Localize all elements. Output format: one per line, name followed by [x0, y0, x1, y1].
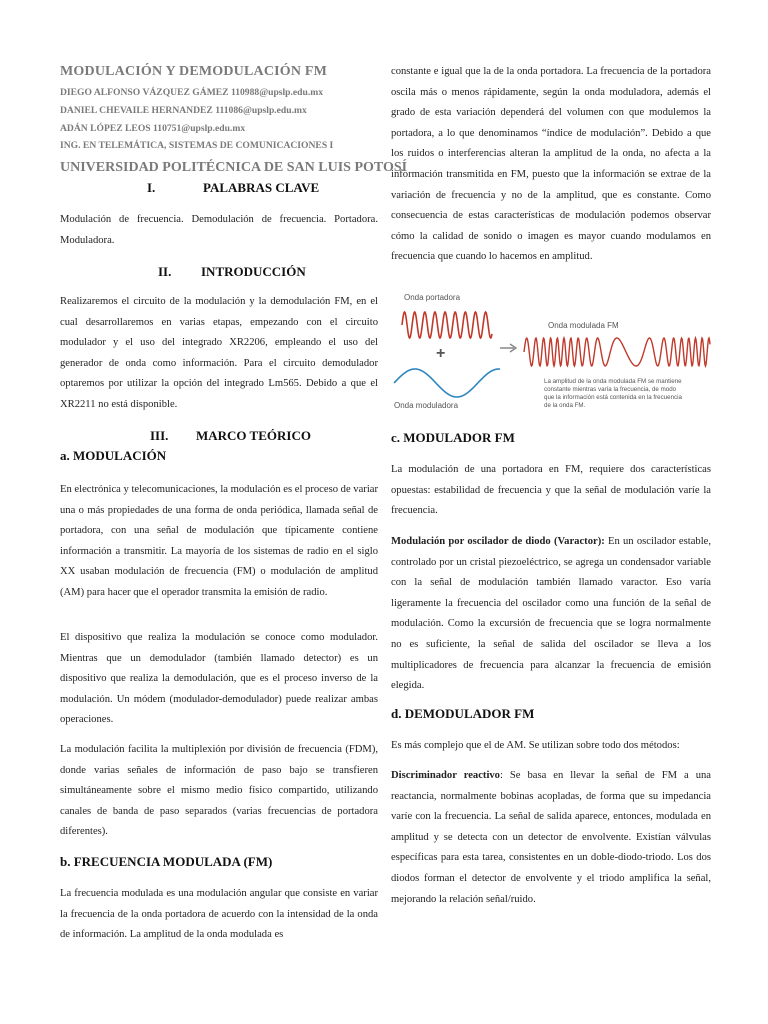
section-title: PALABRAS CLAVE: [203, 180, 320, 195]
fm-demodulator-paragraph-2: [391, 766, 711, 910]
fm-demodulator-paragraph-1: Es más complejo que el de AM. Se utilizan sobre todo dos métodos:: [391, 740, 680, 751]
section-title: MARCO TEÓRICO: [196, 428, 311, 443]
fm-paragraph-continued: constante e igual que la de la onda portadora. La frecuencia de la portadora oscila más o menos rápidamente, según la onda moduladora, además el grado de esta variación dependerá del volumen con que modulemos la portadora, a lo que denominamos “índice de modulación”. Debido a que los ruidos o interferencias alteran la amplitud de la onda, no afecta a la información transmitida en FM, puesto que la información se extrae de la variación de frecuencia y no de la amplitud, que es constante. Como consecuencia de estas características de modulación podemos observar cómo la calidad de sonido o imagen es mayor cuando modulamos en frecuencia que cuando lo hacemos en amplitud.: [391, 66, 711, 263]
keywords-paragraph: Modulación de frecuencia. Demodulación de frecuencia. Portadora. Moduladora.: [60, 214, 378, 246]
carrier-wave-label: Onda portadora: [404, 293, 461, 302]
intro-paragraph: Realizaremos el circuito de la modulación y la demodulación FM, en el cual desarrollaremos en varias etapas, empezando con el circuito modulador y el uso del integrado XR2206, empleando el uso del generador de onda como información. Para el circuito demodulador optaremos por utilizar la opción del integrado Lm565. Debido a que el XR2211 no está disponible.: [60, 296, 378, 410]
figure-caption-line-1: La amplitud de la onda modulada FM se mantiene: [544, 378, 682, 385]
section-heading-keywords: [147, 180, 319, 196]
fm-paragraph-1: La frecuencia modulada es una modulación angular que consiste en variar la frecuencia de la onda portadora de acuerdo con la intensidad de la onda de información. La amplitud de la onda modulada es: [60, 888, 378, 941]
paper-title: MODULACIÓN Y DEMODULACIÓN FM: [60, 64, 328, 79]
author-line-4: ING. EN TELEMÁTICA, SISTEMAS DE COMUNICACIONES I: [60, 140, 334, 151]
fm-modulation-figure: [392, 290, 716, 418]
varactor-term: Modulación por oscilador de diodo (Varactor):: [391, 536, 605, 547]
section-number: I.: [147, 180, 156, 195]
fm-modulator-paragraph-2: [391, 532, 711, 697]
subsection-heading-fm-modulator: c. MODULADOR FM: [391, 430, 515, 445]
author-line-2: DANIEL CHEVAILE HERNANDEZ 111086@upslp.edu.mx: [60, 105, 307, 116]
modulation-paragraph-1: En electrónica y telecomunicaciones, la modulación es el proceso de variar una o más propiedades de una forma de onda periódica, llamada señal de portadora, con una señal de modulación que típicamente contiene información a transmitir. La mayoría de los sistemas de radio en el siglo XX usaban modulación de frecuencia (FM) o modulación de amplitud (AM) para hacer que el operador transmita la emisión de radio.: [60, 484, 378, 598]
section-title: INTRODUCCIÓN: [201, 264, 306, 279]
section-number: III.: [150, 428, 169, 443]
university-name: UNIVERSIDAD POLITÉCNICA DE SAN LUIS POTOSÍ: [60, 160, 408, 175]
arrow-right-icon: [500, 344, 516, 352]
section-number: II.: [158, 264, 172, 279]
fm-modulator-paragraph-1: La modulación de una portadora en FM, requiere dos características opuestas: estabilidad de frecuencia y que la señal de modulación varíe la frecuencia.: [391, 464, 711, 517]
varactor-text: En un oscilador estable, controlado por un cristal piezoeléctrico, se agrega un condensador variable con la señal de modulación también llamado varactor. Eso varía ligeramente la frecuencia del oscilador como una función de la señal de modulación. Como la excursión de frecuencia que se logra normalmente no es suficiente, la señal de salida del oscilador se lleva a los multiplicadores de frecuencia para alcanzar la frecuencia de emisión elegida.: [391, 536, 711, 692]
author-line-3: ADÁN LÓPEZ LEOS 110751@upslp.edu.mx: [60, 123, 246, 134]
figure-caption-line-3: que la información está contenida en la frecuencia: [544, 394, 682, 401]
figure-caption-line-4: de la onda FM.: [544, 402, 586, 409]
modulation-paragraph-3: La modulación facilita la multiplexión por división de frecuencia (FDM), donde varias señales de información de paso bajo se transfieren simultáneamente sobre el mismo medio físico compartido, utilizando canales de banda de paso separados (varias frecuencias de portadora diferentes).: [60, 744, 378, 838]
section-heading-intro: [158, 264, 306, 280]
discriminator-text: : Se basa en llevar la señal de FM a una reactancia, normalmente bobinas acopladas, de forma que su impedancia varíe con la frecuencia. La señal de salida aparece, entonces, modulada en amplitud y se detecta con un detector de envolvente. Existían válvulas específicas para esta tarea, consistentes en un doble-diodo-triodo. Los dos diodos forman el detector de envolvente y el triodo amplifica la señal, mejorando la relación señal/ruido.: [391, 770, 711, 905]
modulation-paragraph-2: El dispositivo que realiza la modulación se conoce como modulador. Mientras que un demodulador (también llamado detector) es un dispositivo que realiza la demodulación, que es el proceso inverso de la modulación. Un módem (modulador-demodulador) puede realizar ambas operaciones.: [60, 632, 378, 726]
modulating-wave: [394, 369, 500, 397]
section-heading-theory: [150, 428, 311, 444]
modulating-wave-label: Onda moduladora: [394, 401, 459, 410]
fm-modulated-wave: [524, 338, 710, 366]
subsection-heading-fm-demodulator: d. DEMODULADOR FM: [391, 706, 535, 721]
fm-wave-label: Onda modulada FM: [548, 321, 619, 330]
plus-sign: +: [436, 345, 446, 362]
subsection-heading-fm: b. FRECUENCIA MODULADA (FM): [60, 854, 273, 869]
figure-caption-line-2: constante mientras varía la frecuencia, de modo: [544, 386, 677, 393]
carrier-wave: [402, 312, 492, 338]
subsection-heading-modulation: a. MODULACIÓN: [60, 448, 167, 463]
discriminator-term: Discriminador reactivo: [391, 770, 500, 781]
author-line-1: DIEGO ALFONSO VÁZQUEZ GÁMEZ 110988@upslp.edu.mx: [60, 87, 324, 98]
